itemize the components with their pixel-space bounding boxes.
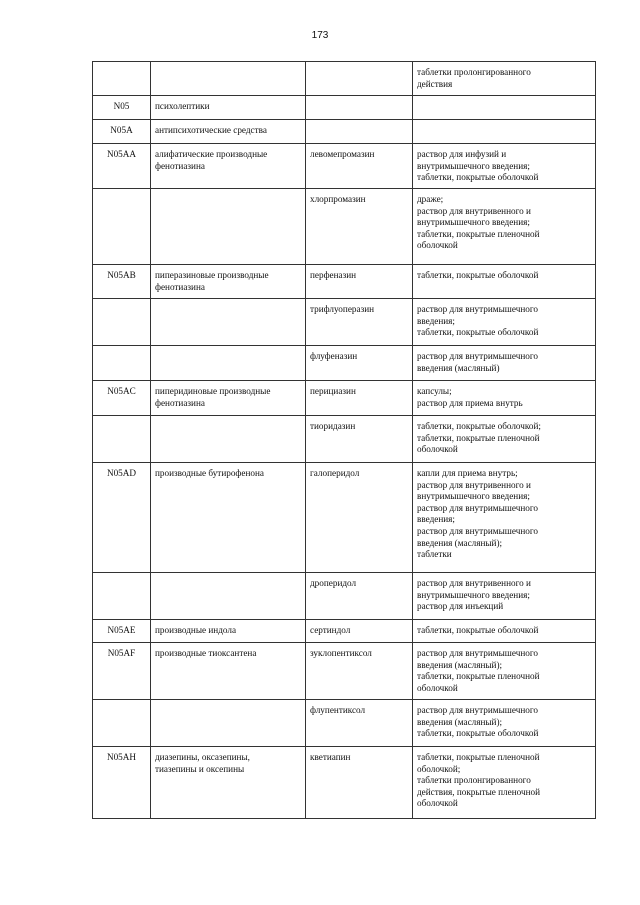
group-name-cell	[151, 381, 306, 416]
dosage-forms-cell	[413, 265, 596, 299]
atc-code-cell: N05AA	[93, 144, 151, 189]
drug-name-cell	[306, 299, 413, 346]
dosage-forms-line: капсулы;	[417, 386, 452, 396]
dosage-forms-line: таблетки, покрытые пленочной	[417, 432, 540, 443]
dosage-forms-cell	[413, 96, 596, 120]
page-number: 173	[311, 30, 329, 41]
drug-name-line: галоперидол	[310, 468, 360, 478]
dosage-forms-line: введения (масляный)	[417, 362, 500, 373]
dosage-forms-line: раствор для инъекций	[417, 601, 504, 612]
atc-code-cell	[93, 416, 151, 463]
table-row	[93, 573, 596, 620]
group-name-cell	[151, 463, 306, 573]
drug-name-line: тиоридазин	[310, 421, 356, 431]
table-row	[93, 747, 596, 819]
atc-code-cell: N05AD	[93, 463, 151, 573]
table-row	[93, 463, 596, 573]
group-name-cell	[151, 189, 306, 265]
dosage-forms-line: действия	[417, 78, 453, 89]
dosage-forms-line: оболочкой	[417, 444, 458, 455]
table-row	[93, 620, 596, 643]
drug-name-cell	[306, 144, 413, 189]
drug-name-cell	[306, 700, 413, 747]
dosage-forms-line: раствор для внутримышечного	[417, 648, 538, 658]
dosage-forms-line: оболочкой	[417, 798, 458, 809]
table-row	[93, 700, 596, 747]
dosage-forms-line: таблетки, покрытые оболочкой	[417, 728, 539, 739]
group-name-cell	[151, 62, 306, 96]
drug-name-cell	[306, 62, 413, 96]
dosage-forms-cell	[413, 189, 596, 265]
group-name-line: пиперазиновые производные	[155, 270, 269, 280]
table-row	[93, 643, 596, 700]
dosage-forms-cell	[413, 463, 596, 573]
dosage-forms-line: раствор для внутривенного и	[417, 479, 531, 490]
dosage-forms-line: таблетки пролонгированного	[417, 775, 531, 786]
table-row	[93, 120, 596, 144]
dosage-forms-cell	[413, 299, 596, 346]
drug-name-line: кветиапин	[310, 752, 351, 762]
group-name-line: пиперидиновые производные	[155, 386, 271, 396]
dosage-forms-line: раствор для внутримышечного	[417, 351, 538, 361]
dosage-forms-cell	[413, 346, 596, 381]
drug-name-line: сертиндол	[310, 625, 351, 635]
dosage-forms-line: таблетки пролонгированного	[417, 67, 531, 77]
drug-name-cell	[306, 573, 413, 620]
dosage-forms-line: раствор для внутримышечного	[417, 502, 538, 513]
group-name-cell	[151, 346, 306, 381]
atc-code-cell: N05A	[93, 120, 151, 144]
table-row	[93, 62, 596, 96]
drug-name-cell	[306, 189, 413, 265]
atc-code-cell: N05	[93, 96, 151, 120]
dosage-forms-line: таблетки, покрытые оболочкой	[417, 172, 539, 183]
atc-code-cell	[93, 573, 151, 620]
group-name-cell	[151, 120, 306, 144]
drug-name-cell	[306, 620, 413, 643]
group-name-cell	[151, 96, 306, 120]
atc-code-cell	[93, 189, 151, 265]
dosage-forms-line: внутримышечного введения;	[417, 589, 530, 600]
dosage-forms-line: таблетки, покрытые пленочной	[417, 752, 540, 762]
drug-name-line: флуфеназин	[310, 351, 358, 361]
dosage-forms-cell	[413, 620, 596, 643]
group-name-line: фенотиазина	[155, 160, 205, 171]
atc-code-cell	[93, 299, 151, 346]
dosage-forms-line: действия, покрытые пленочной	[417, 786, 541, 797]
dosage-forms-line: раствор для инфузий и	[417, 149, 507, 159]
atc-code-cell	[93, 62, 151, 96]
dosage-forms-line: введения (масляный);	[417, 716, 503, 727]
dosage-forms-line: раствор для внутривенного и	[417, 578, 531, 588]
drug-name-line: зуклопентиксол	[310, 648, 372, 658]
dosage-forms-line: таблетки, покрытые оболочкой	[417, 625, 539, 635]
drug-name-cell	[306, 265, 413, 299]
group-name-cell	[151, 299, 306, 346]
atc-code-cell	[93, 346, 151, 381]
drug-name-cell	[306, 747, 413, 819]
dosage-forms-line: таблетки, покрытые оболочкой;	[417, 421, 541, 431]
drug-name-cell	[306, 96, 413, 120]
group-name-line: алифатические производные	[155, 149, 268, 159]
drug-name-cell	[306, 463, 413, 573]
table-row	[93, 265, 596, 299]
atc-code-cell: N05AF	[93, 643, 151, 700]
dosage-forms-line: оболочкой;	[417, 763, 461, 774]
atc-code-cell: N05AB	[93, 265, 151, 299]
dosage-forms-line: раствор для внутривенного и	[417, 205, 531, 216]
group-name-cell	[151, 144, 306, 189]
table-row	[93, 144, 596, 189]
group-name-line: фенотиазина	[155, 281, 205, 292]
dosage-forms-cell	[413, 747, 596, 819]
dosage-forms-line: таблетки, покрытые оболочкой	[417, 327, 539, 338]
group-name-line: антипсихотические средства	[155, 125, 267, 135]
dosage-forms-line: внутримышечного введения;	[417, 160, 530, 171]
dosage-forms-line: капли для приема внутрь;	[417, 468, 518, 478]
atc-code-cell: N05AE	[93, 620, 151, 643]
dosage-forms-line: драже;	[417, 194, 444, 204]
drug-name-line: левомепромазин	[310, 149, 375, 159]
group-name-line: фенотиазина	[155, 397, 205, 408]
dosage-forms-line: введения (масляный);	[417, 537, 503, 548]
drug-name-cell	[306, 120, 413, 144]
dosage-forms-line: таблетки	[417, 549, 452, 560]
drug-name-cell	[306, 643, 413, 700]
group-name-cell	[151, 700, 306, 747]
dosage-forms-line: раствор для приема внутрь	[417, 397, 523, 408]
dosage-forms-line: введения;	[417, 315, 455, 326]
drug-name-cell	[306, 416, 413, 463]
dosage-forms-cell	[413, 62, 596, 96]
drug-name-line: флупентиксол	[310, 705, 366, 715]
dosage-forms-cell	[413, 643, 596, 700]
dosage-forms-cell	[413, 120, 596, 144]
table-row	[93, 381, 596, 416]
dosage-forms-line: внутримышечного введения;	[417, 491, 530, 502]
drug-name-line: трифлуоперазин	[310, 304, 375, 314]
drug-name-cell	[306, 381, 413, 416]
dosage-forms-line: внутримышечного введения;	[417, 217, 530, 228]
table-row	[93, 416, 596, 463]
dosage-forms-cell	[413, 416, 596, 463]
drug-name-line: перфеназин	[310, 270, 357, 280]
dosage-forms-line: таблетки, покрытые оболочкой	[417, 270, 539, 280]
dosage-forms-line: раствор для внутримышечного	[417, 304, 538, 314]
group-name-cell	[151, 265, 306, 299]
dosage-forms-line: раствор для внутримышечного	[417, 705, 538, 715]
table-row	[93, 346, 596, 381]
dosage-forms-line: введения;	[417, 514, 455, 525]
dosage-forms-line: оболочкой	[417, 682, 458, 693]
dosage-forms-cell	[413, 144, 596, 189]
atc-code-cell: N05AH	[93, 747, 151, 819]
dosage-forms-cell	[413, 381, 596, 416]
group-name-cell	[151, 643, 306, 700]
dosage-forms-line: введения (масляный);	[417, 659, 503, 670]
group-name-cell	[151, 573, 306, 620]
dosage-forms-line: раствор для внутримышечного	[417, 525, 538, 536]
table-row	[93, 189, 596, 265]
dosage-forms-line: оболочкой	[417, 240, 458, 251]
group-name-cell	[151, 416, 306, 463]
dosage-forms-cell	[413, 700, 596, 747]
dosage-forms-line: таблетки, покрытые пленочной	[417, 671, 540, 682]
drug-name-line: дроперидол	[310, 578, 357, 588]
group-name-line: производные индола	[155, 625, 237, 635]
dosage-forms-cell	[413, 573, 596, 620]
group-name-line: тиазепины и оксепины	[155, 763, 245, 774]
group-name-cell	[151, 747, 306, 819]
table-row	[93, 299, 596, 346]
group-name-line: диазепины, оксазепины,	[155, 752, 250, 762]
atc-code-cell	[93, 700, 151, 747]
atc-code-cell: N05AC	[93, 381, 151, 416]
table-row	[93, 96, 596, 120]
drug-name-line: хлорпромазин	[310, 194, 366, 204]
group-name-line: психолептики	[155, 101, 210, 111]
group-name-line: производные тиоксантена	[155, 648, 257, 658]
drug-classification-table	[92, 61, 596, 819]
drug-name-cell	[306, 346, 413, 381]
dosage-forms-line: таблетки, покрытые пленочной	[417, 228, 540, 239]
group-name-cell	[151, 620, 306, 643]
drug-name-line: перициазин	[310, 386, 356, 396]
group-name-line: производные бутирофенона	[155, 468, 264, 478]
